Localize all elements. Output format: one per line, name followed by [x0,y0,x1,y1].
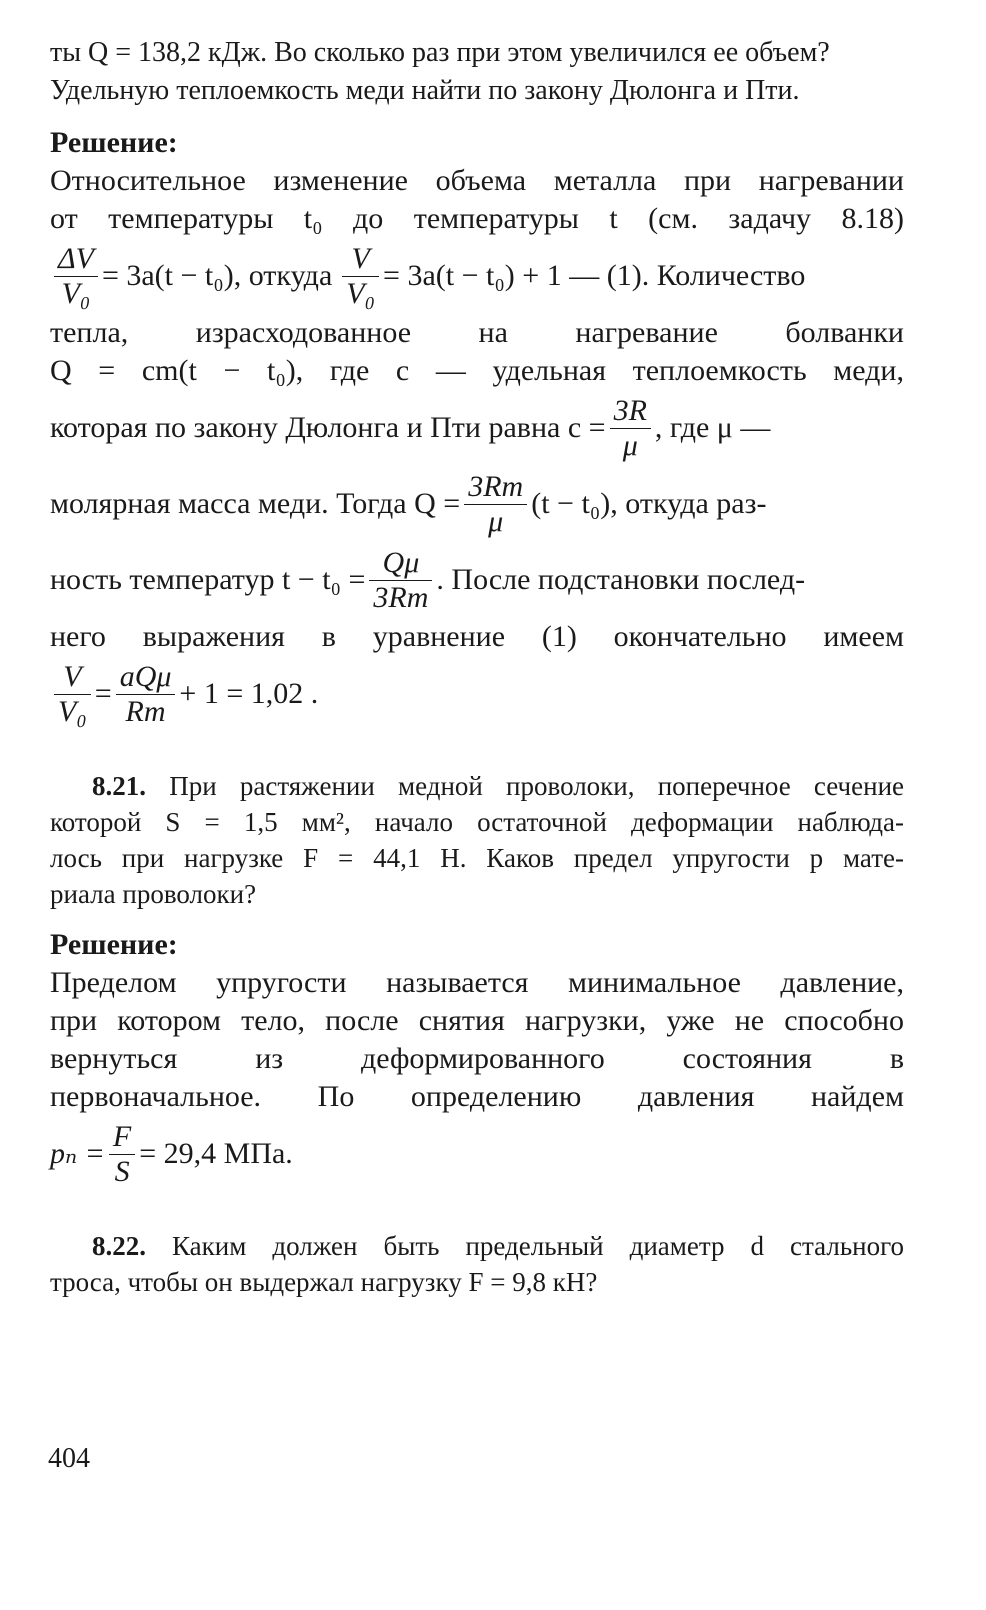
fraction-numerator: V [342,242,379,277]
formula-line [50,238,904,314]
formula-text: = [94,677,112,710]
task-8-22 [50,1228,904,1300]
fraction-denominator: μ [488,504,504,538]
formula-text: = 29,4 МПа. [139,1137,293,1170]
task-text: Каким должен быть предельный диаметр d стального [172,1231,904,1261]
fraction [464,470,527,539]
formula-text: которая по закону Дюлонга и Пти равна c = [50,411,606,444]
task-line: лось при нагрузке F = 44,1 Н. Каков предел упругости p мате- [50,843,904,873]
solution-text-line: Q = cm(t − t₀), где c — удельная теплоемкость меди, [50,354,904,387]
solution-text-line: тепла, израсходованное на нагревание болванки [50,316,904,349]
solution-heading: Решение: [50,126,178,159]
fraction [54,242,98,311]
solution-text-line: него выражения в уравнение (1) окончательно имеем [50,620,904,653]
fraction-numerator: Qμ [369,546,432,581]
formula-line [50,542,904,618]
intro-line-1: ты Q = 138,2 кДж. Во сколько раз при этом увеличился ее объем? [50,37,830,68]
fraction-denominator: Rm [125,694,166,728]
fraction-denominator: V₀ [58,694,87,728]
fraction-numerator: F [109,1120,135,1155]
task-line [50,768,904,804]
solution-heading: Решение: [50,928,178,961]
formula-text: = 3a(t − t₀), откуда [101,259,333,292]
task-line: троса, чтобы он выдержал нагрузку F = 9,8 кН? [50,1267,598,1297]
fraction [109,1120,135,1189]
task-8-21 [50,768,904,912]
fraction-denominator: V₀ [61,276,91,310]
formula-text: ность температур t − t₀ = [50,563,366,596]
task-label: 8.21. [92,771,146,801]
task-text: При растяжении медной проволоки, поперечное сечение [169,771,905,801]
formula-line [50,1116,904,1192]
task-line [50,1228,904,1264]
fraction [369,546,432,615]
fraction [610,394,651,463]
fraction-denominator: V₀ [346,276,376,310]
formula-text: , где μ — [654,411,771,444]
fraction-denominator: S [114,1154,130,1188]
formula-text: + 1 = 1,02 . [179,677,319,710]
task-line: которой S = 1,5 мм², начало остаточной деформации наблюда- [50,807,904,837]
fraction-numerator: ΔV [54,242,98,277]
fraction-numerator: 3R [610,394,651,429]
solution-text-line: первоначальное. По определению давления найдем [50,1080,904,1113]
fraction [116,660,176,729]
formula-line [50,656,904,732]
solution-text-line: при котором тело, после снятия нагрузки, уже не способно [50,1004,904,1037]
fraction-numerator: 3Rm [464,470,527,505]
formula-text: pₙ = [50,1137,105,1170]
fraction [54,660,91,729]
task-line: риала проволоки? [50,879,257,909]
fraction-denominator: μ [622,428,638,462]
fraction-denominator: 3Rm [373,580,429,614]
formula-text: (t − t₀), откуда раз- [531,487,767,520]
fraction-numerator: aQμ [116,660,176,695]
solution-text-line: от температуры t₀ до температуры t (см. задачу 8.18) [50,202,904,235]
page-number: 404 [48,1443,90,1474]
formula-line [50,390,904,466]
formula-text: = 3a(t − t₀) + 1 — (1). Количество [383,259,806,292]
task-label: 8.22. [92,1231,146,1261]
formula-line [50,466,904,542]
fraction-numerator: V [54,660,91,695]
solution-text-line: Относительное изменение объема металла при нагревании [50,164,904,197]
solution-text-line: Пределом упругости называется минимальное давление, [50,966,904,999]
formula-text: . После подстановки послед- [436,563,806,596]
solution-text-line: вернуться из деформированного состояния в [50,1042,904,1075]
formula-text: молярная масса меди. Тогда Q = [50,487,461,520]
fraction [342,242,379,311]
intro-line-2: Удельную теплоемкость меди найти по закону Дюлонга и Пти. [50,75,800,106]
